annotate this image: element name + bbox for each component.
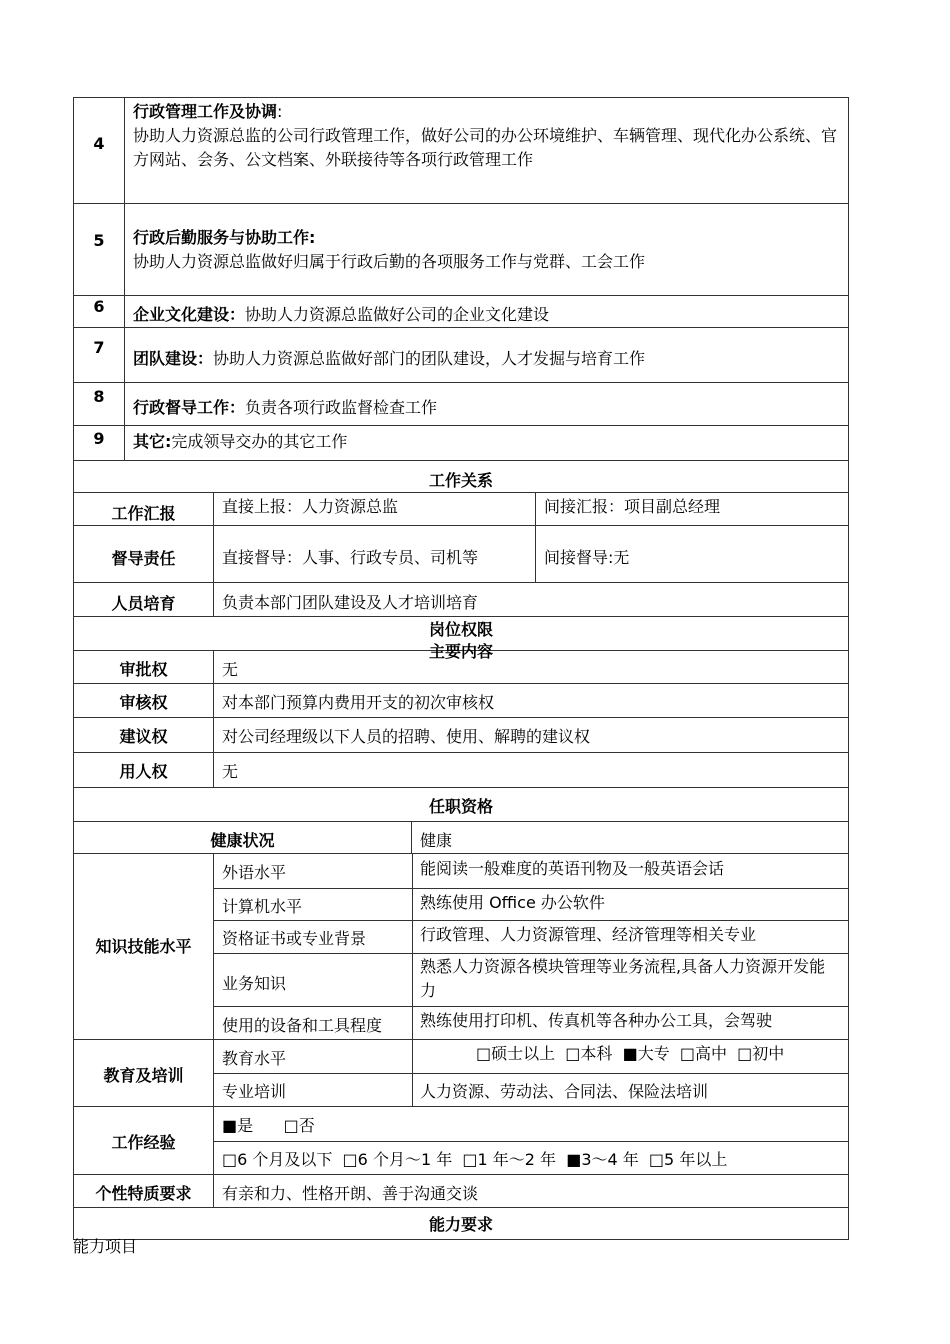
- authority-row: [73, 651, 849, 684]
- duty-text: [133, 346, 645, 369]
- job-description-table: [73, 97, 849, 1240]
- knowledge-item-label: 业务知识: [222, 974, 287, 993]
- authority-label: 审核权: [119, 693, 168, 712]
- knowledge-row: [214, 854, 848, 889]
- training-value: 负责本部门团队建设及人才培训培育: [222, 593, 479, 612]
- duty-row: [73, 204, 849, 296]
- duty-text: [133, 226, 845, 274]
- duty-number: 9: [93, 429, 105, 448]
- education-row: [214, 1073, 848, 1106]
- knowledge-item-value: 行政管理、人力资源管理、经济管理等相关专业: [420, 925, 757, 944]
- authority-value: 对本部门预算内费用开支的初次审核权: [222, 693, 495, 712]
- knowledge-row: [214, 888, 848, 921]
- experience-row: [214, 1107, 848, 1142]
- knowledge-item-value: 熟练使用 Office 办公软件: [420, 893, 605, 912]
- training-item-label: 专业培训: [222, 1082, 287, 1101]
- experience-yesno: ■是 □否: [222, 1116, 315, 1135]
- supervise-label: 督导责任: [111, 549, 176, 568]
- training-item-value: 人力资源、劳动法、合同法、保险法培训: [420, 1082, 709, 1101]
- qualification-experience-block: [73, 1107, 849, 1175]
- duty-desc: 协助人力资源总监做好公司的企业文化建设: [245, 305, 550, 324]
- authority-value: 无: [222, 762, 239, 781]
- authority-row: [73, 753, 849, 788]
- duty-desc: 负责各项行政监督检查工作: [245, 398, 438, 417]
- knowledge-item-value: 能阅读一般难度的英语刊物及一般英语会话: [420, 859, 725, 878]
- authority-value: 无: [222, 660, 239, 679]
- duty-title: 团队建设：: [133, 349, 214, 368]
- authority-label: 审批权: [119, 660, 168, 679]
- duty-number: 4: [93, 134, 105, 153]
- duty-number: 8: [93, 387, 105, 406]
- education-row: [214, 1040, 848, 1074]
- qualification-row-health: [73, 822, 849, 854]
- ability-item-label-cut: 能力项目: [73, 1237, 138, 1256]
- education-label: 教育及培训: [103, 1066, 184, 1085]
- duty-text: [133, 395, 437, 418]
- section-heading-relations: 工作关系: [73, 461, 849, 493]
- relation-row-report: [73, 493, 849, 526]
- duty-title: 企业文化建设：: [133, 305, 246, 324]
- duty-text: [133, 302, 549, 325]
- report-indirect: 间接汇报：项目副总经理: [544, 497, 721, 516]
- duty-row: [73, 383, 849, 426]
- duty-row: [73, 328, 849, 383]
- knowledge-item-label: 使用的设备和工具程度: [222, 1016, 383, 1035]
- authority-value: 对公司经理级以下人员的招聘、使用、解聘的建议权: [222, 727, 591, 746]
- duty-text: 行政管理工作及协调: 协助人力资源总监的公司行政管理工作，做好公司的办公环境维护、车辆管理、现代化办公系统、官方网站、会务、公文档案、外联接待等各项行政管理工作: [133, 102, 838, 169]
- knowledge-item-label: 资格证书或专业背景: [222, 929, 367, 948]
- relation-row-supervise: [73, 526, 849, 583]
- section-heading-authority: 岗位权限 主要内容: [73, 617, 849, 651]
- authority-row: [73, 718, 849, 753]
- duty-desc: 协助人力资源总监的公司行政管理工作，做好公司的办公环境维护、车辆管理、现代化办公系统、官方网站、会务、公文档案、外联接待等各项行政管理工作: [133, 126, 838, 169]
- education-level-value: □硕士以上 □本科 ■大专 □高中 □初中: [476, 1044, 785, 1063]
- report-label: 工作汇报: [111, 504, 176, 523]
- duty-number: 6: [93, 297, 105, 316]
- duty-title: 行政后勤服务与协助工作:: [133, 228, 316, 247]
- experience-row: [214, 1141, 848, 1174]
- qualification-education-block: [73, 1040, 849, 1107]
- section-heading-qualification: 任职资格: [73, 788, 849, 822]
- duty-row: [73, 426, 849, 461]
- knowledge-item-value: 熟练使用打印机、传真机等各种办公工具，会驾驶: [420, 1011, 773, 1030]
- knowledge-row: [214, 920, 848, 954]
- duty-number: 7: [93, 338, 105, 357]
- relation-row-training: [73, 583, 849, 617]
- duty-desc: 协助人力资源总监做好归属于行政后勤的各项服务工作与党群、工会工作: [133, 252, 646, 271]
- duty-title: 行政管理工作及协调: [133, 102, 278, 121]
- experience-label: 工作经验: [111, 1133, 176, 1152]
- duty-number: 5: [93, 231, 105, 250]
- knowledge-row: [214, 953, 848, 1007]
- knowledge-label: 知识技能水平: [95, 937, 192, 956]
- experience-years: □6 个月及以下 □6 个月～1 年 □1 年～2 年 ■3～4 年 □5 年以上: [222, 1150, 728, 1169]
- duty-row: [73, 97, 849, 204]
- duty-row: [73, 296, 849, 328]
- training-label: 人员培育: [111, 594, 176, 613]
- duty-title: 其它:: [133, 432, 172, 451]
- authority-label: 建议权: [119, 727, 168, 746]
- supervise-direct: 直接督导：人事、行政专员、司机等: [222, 548, 479, 567]
- health-value: 健康: [420, 831, 453, 850]
- authority-label: 用人权: [119, 762, 168, 781]
- qualification-row-personality: [73, 1175, 849, 1208]
- personality-value: 有亲和力、性格开朗、善于沟通交谈: [222, 1184, 479, 1203]
- knowledge-item-label: 外语水平: [222, 863, 287, 882]
- duty-desc: 协助人力资源总监做好部门的团队建设，人才发掘与培育工作: [213, 349, 646, 368]
- duty-text: [133, 429, 347, 452]
- supervise-indirect: 间接督导:无: [544, 548, 630, 567]
- duty-title: 行政督导工作：: [133, 398, 246, 417]
- knowledge-item-label: 计算机水平: [222, 897, 303, 916]
- health-label: 健康状况: [210, 831, 275, 850]
- qualification-knowledge-block: [73, 854, 849, 1040]
- duty-desc: 完成领导交办的其它工作: [171, 432, 348, 451]
- knowledge-row: [214, 1006, 848, 1039]
- personality-label: 个性特质要求: [95, 1184, 192, 1203]
- report-direct: 直接上报：人力资源总监: [222, 497, 399, 516]
- section-heading-ability: 能力要求: [73, 1208, 849, 1240]
- knowledge-item-value: 熟悉人力资源各模块管理等业务流程,具备人力资源开发能力: [420, 957, 826, 1000]
- education-level-label: 教育水平: [222, 1049, 287, 1068]
- authority-row: [73, 684, 849, 718]
